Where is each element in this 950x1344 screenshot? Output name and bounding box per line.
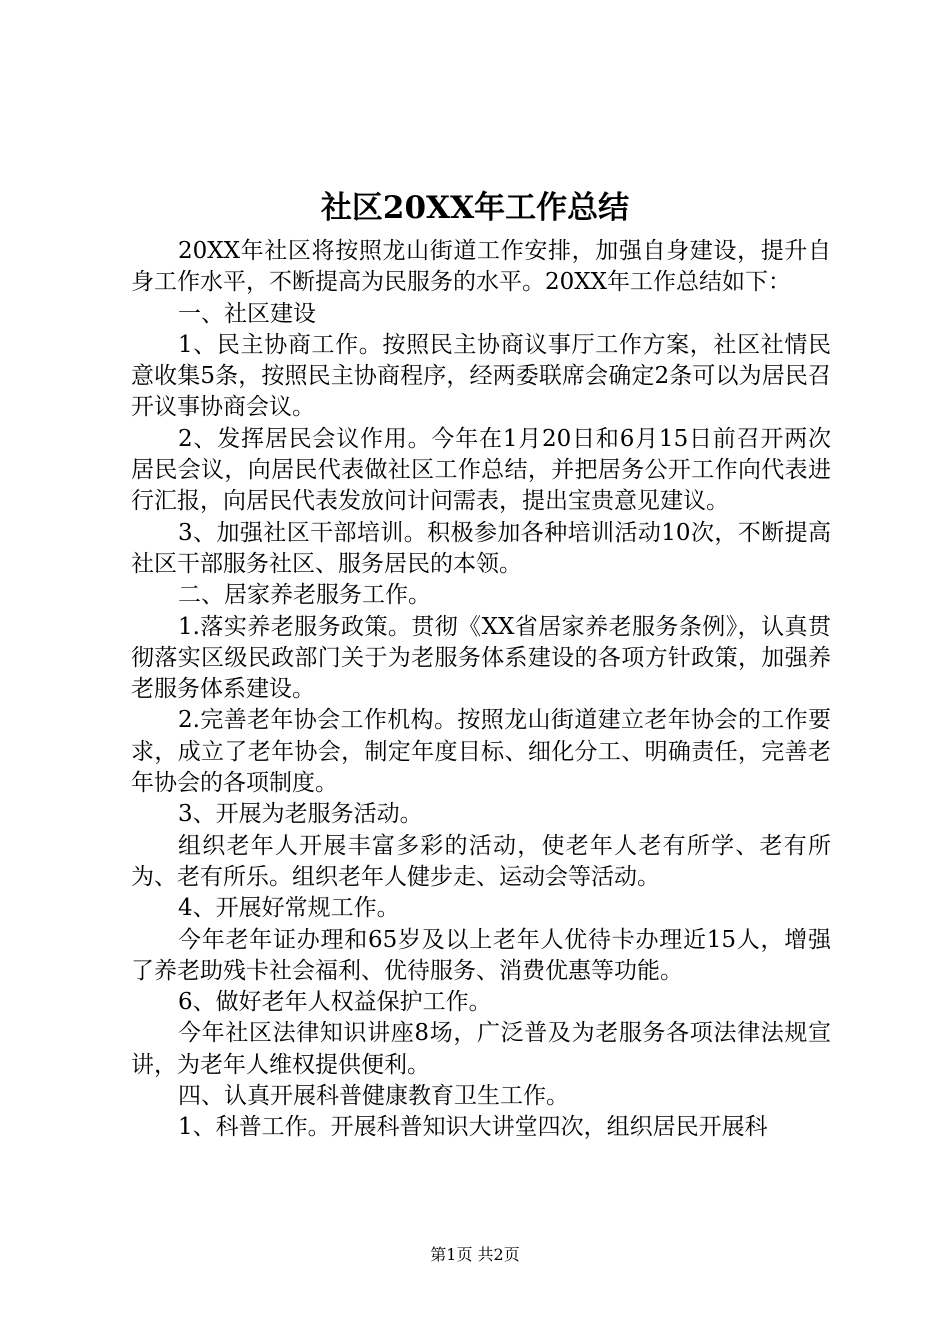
section-heading-health-education: 四、认真开展科普健康教育卫生工作。 (178, 1083, 569, 1110)
page-number-footer: 第1页 共2页 (430, 1245, 520, 1264)
paragraph-routine-work: 今年老年证办理和65岁及以上老年人优待卡办理近15人，增强了养老助残卡社会福利、优待服务、消费优惠等功能。 (131, 926, 831, 984)
paragraph-intro: 20XX年社区将按照龙山街道工作安排，加强自身建设，提升自身工作水平，不断提高为民服务的水平。20XX年工作总结如下： (131, 238, 831, 296)
paragraph-resident-meetings: 2、发挥居民会议作用。今年在1月20日和6月15日前召开两次居民会议，向居民代表做社区工作总结，并把居务公开工作向代表进行汇报，向居民代表发放问计问需表，提出宝贵意见建议。 (131, 425, 831, 515)
section-heading-community-building: 一、社区建设 (178, 300, 316, 327)
paragraph-elderly-activities: 组织老年人开展丰富多彩的活动，使老年人老有所学、老有所为、老有所乐。组织老年人健步走、运动会等活动。 (131, 832, 831, 890)
subheading-routine-work: 4、开展好常规工作。 (178, 895, 400, 922)
paragraph-elderly-policy: 1.落实养老服务政策。贯彻《XX省居家养老服务条例》，认真贯彻落实区级民政部门关于为老服务体系建设的各项方针政策，加强养老服务体系建设。 (131, 613, 831, 703)
document-title: 社区20XX年工作总结 (320, 190, 630, 226)
document-body (131, 236, 831, 1144)
paragraph-democratic-consultation: 1、民主协商工作。按照民主协商议事厅工作方案，社区社情民意收集5条，按照民主协商程序，经两委联席会确定2条可以为居民召开议事协商会议。 (131, 331, 831, 421)
subheading-elderly-activities: 3、开展为老服务活动。 (178, 801, 423, 828)
paragraph-science-popularization: 1、科普工作。开展科普知识大讲堂四次，组织居民开展科 (178, 1114, 768, 1141)
section-heading-elderly-care: 二、居家养老服务工作。 (178, 582, 431, 609)
paragraph-rights-protection: 今年社区法律知识讲座8场，广泛普及为老服务各项法律法规宣讲，为老年人维权提供便利。 (131, 1020, 831, 1078)
paragraph-cadre-training: 3、加强社区干部培训。积极参加各种培训活动10次，不断提高社区干部服务社区、服务居民的本领。 (131, 519, 831, 577)
subheading-rights-protection: 6、做好老年人权益保护工作。 (178, 989, 492, 1016)
paragraph-elderly-association: 2.完善老年协会工作机构。按照龙山街道建立老年协会的工作要求，成立了老年协会，制定年度目标、细化分工、明确责任，完善老年协会的各项制度。 (131, 707, 831, 797)
